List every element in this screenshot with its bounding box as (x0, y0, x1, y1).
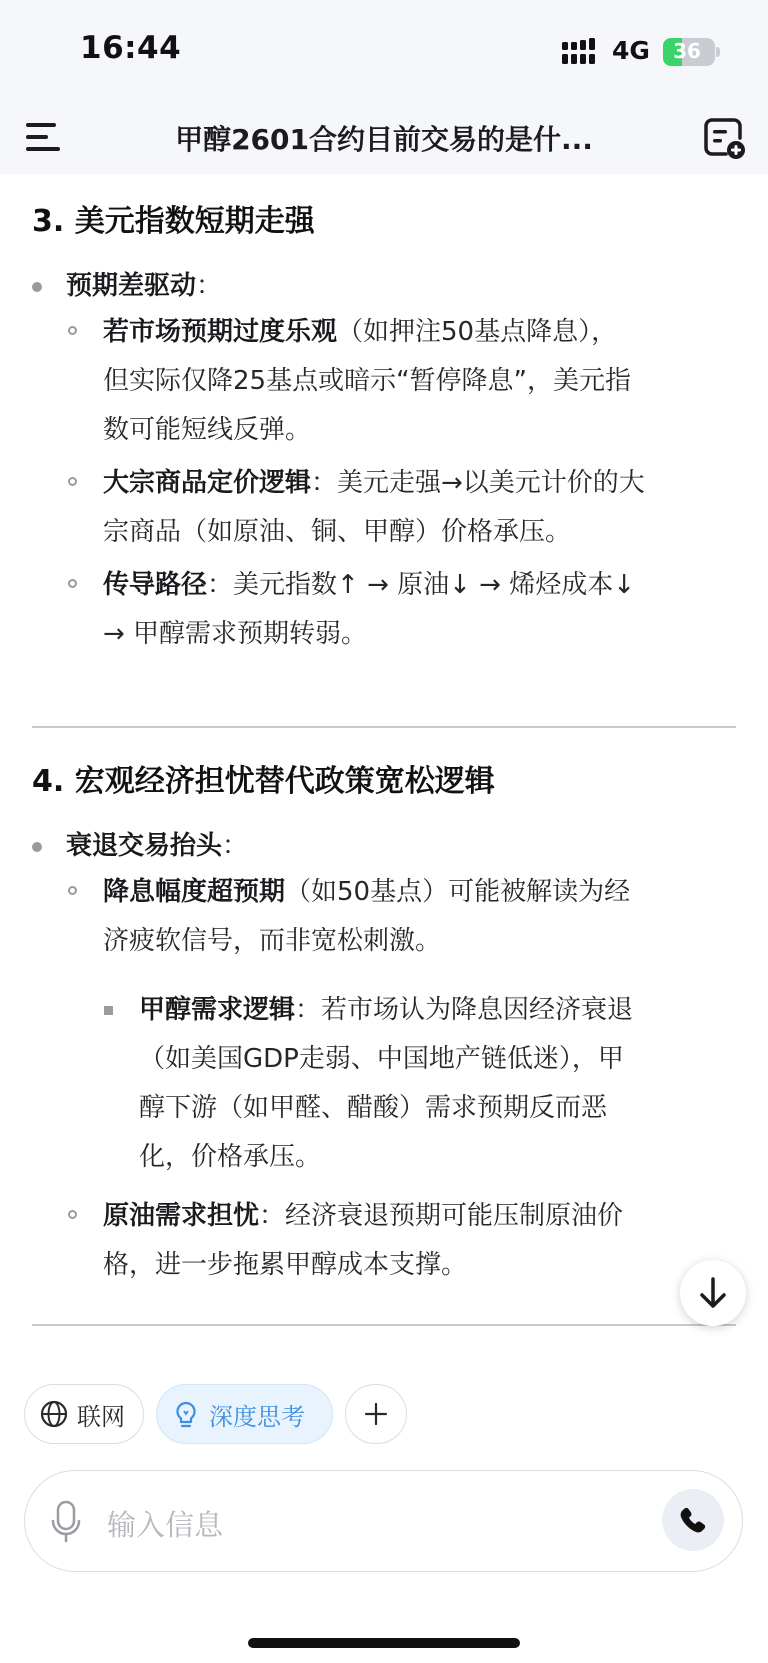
web-search-toggle[interactable] (24, 1384, 144, 1444)
battery-icon (663, 38, 715, 66)
phone-icon (662, 1489, 724, 1551)
more-options-button[interactable] (345, 1384, 407, 1444)
message-input-box[interactable] (24, 1470, 743, 1572)
battery-nub (716, 47, 720, 57)
message-input-placeholder[interactable]: 输入信息 (107, 1508, 224, 1542)
signal-strength-icon (562, 38, 602, 64)
section-divider (32, 726, 736, 728)
globe-icon (39, 1399, 69, 1429)
sub-bullet-dot (68, 326, 77, 335)
scroll-to-bottom-button[interactable] (680, 1260, 746, 1326)
sub-bullet-item: 原油需求担忧：经济衰退预期可能压制原油价 格，进一步拖累甲醇成本支撑。 (103, 1201, 624, 1280)
conversation-title[interactable]: 甲醇2601合约目前交易的是什... (175, 123, 593, 156)
battery-level: 36 (673, 39, 701, 63)
nested-bullet-item: 甲醇需求逻辑：若市场认为降息因经济衰退 （如美国GDP走弱、中国地产链低迷），甲 醇下游（如甲醛、醋酸）需求预期反而恶 化，价格承压。 (139, 995, 634, 1172)
menu-icon[interactable] (24, 118, 64, 156)
chat-header (0, 100, 768, 174)
chat-message-content (0, 174, 768, 1330)
sub-bullet-item: 若市场预期过度乐观（如押注50基点降息）， 但实际仅降25基点或暗示“暂停降息”，美元指 数可能短线反弹。 (103, 317, 632, 445)
network-type: 4G (612, 36, 650, 65)
bullet-item: 预期差驱动： (66, 271, 223, 301)
sub-bullet-item: 大宗商品定价逻辑：美元走强→以美元计价的大 宗商品（如原油、铜、甲醇）价格承压。 (103, 468, 645, 547)
web-search-label: 联网 (77, 1402, 125, 1431)
sub-bullet-dot (68, 477, 77, 486)
lightbulb-icon (171, 1399, 201, 1429)
deep-think-toggle[interactable] (156, 1384, 333, 1444)
deep-think-label: 深度思考 (209, 1402, 305, 1431)
status-time: 16:44 (80, 30, 182, 66)
section-divider (32, 1324, 736, 1326)
sub-bullet-dot (68, 886, 77, 895)
plus-icon (363, 1401, 389, 1427)
sub-bullet-dot (68, 579, 77, 588)
bullet-item: 衰退交易抬头： (66, 831, 249, 861)
sub-bullet-item: 传导路径：美元指数↑ → 原油↓ → 烯烃成本↓ → 甲醇需求预期转弱。 (103, 570, 636, 649)
section-title: 3. 美元指数短期走强 (32, 204, 315, 239)
sub-bullet-item: 降息幅度超预期（如50基点）可能被解读为经 济疲软信号，而非宽松刺激。 (103, 877, 631, 956)
arrow-down-icon (680, 1260, 746, 1326)
status-bar (0, 0, 768, 100)
bullet-dot (32, 282, 42, 292)
voice-call-button[interactable] (662, 1489, 724, 1551)
nested-bullet-square (104, 1006, 113, 1015)
new-chat-icon[interactable] (700, 114, 748, 162)
sub-bullet-dot (68, 1210, 77, 1219)
home-indicator (248, 1638, 520, 1648)
section-title: 4. 宏观经济担忧替代政策宽松逻辑 (32, 764, 495, 799)
bullet-dot (32, 842, 42, 852)
microphone-icon[interactable] (49, 1499, 83, 1545)
